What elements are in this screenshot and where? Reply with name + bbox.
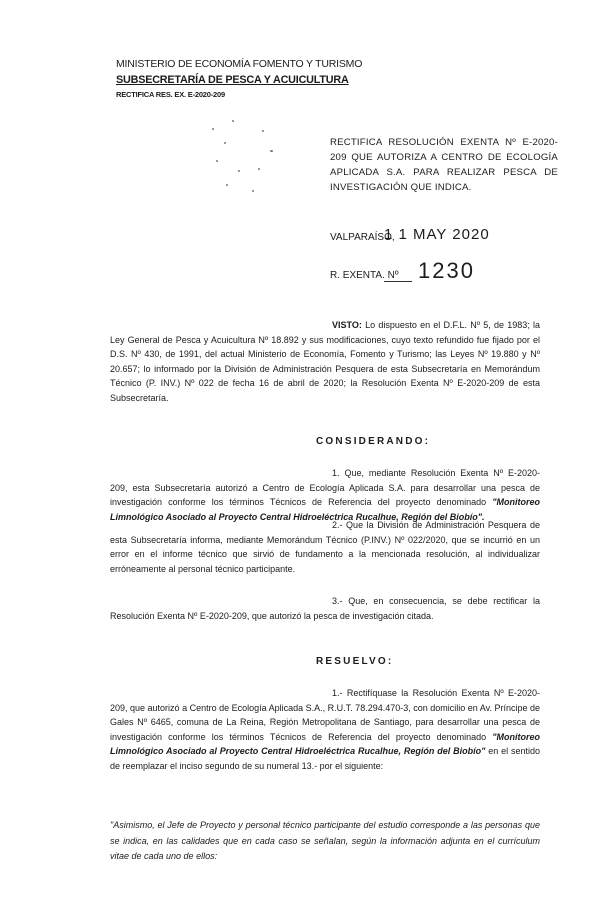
considerando-1-project: "Monitoreo Limnológico Asociado al Proyecto Central Hidroeléctrica Rucalhue, Región del Biobío". xyxy=(110,497,540,522)
place-label: VALPARAÍSO, xyxy=(330,232,395,243)
visto-text: Lo dispuesto en el D.F.L. Nº 5, de 1983; la Ley General de Pesca y Acuicultura Nº 18.892 y sus modificaciones, cuyo texto refundido fue fijado por el D.S. Nº 430, de 1991, del actual Ministerio de Economía, Fomento y Turismo; las Leyes Nº 19.880 y Nº 20.657; lo informado por la División de Administración Pesquera de esta Subsecretaría en Memorándum Técnico (P. INV.) Nº 022 de fecha 16 de abril de 2020; la Resolución Exenta Nº E-2020-209 de esta Subsecretaría. xyxy=(110,320,540,403)
considerando-2: 2.- Que la División de Administración Pesquera de esta Subsecretaría informa, mediante Memorándum Técnico (P.INV.) Nº 022/2020, que se incurrió en un error en el informe técnico que sirvió de fundamento a la mencionada resolución, al individualizar erróneamente al personal técnico participante. xyxy=(110,520,540,574)
considerando-1-text: 1. Que, mediante Resolución Exenta Nº E-2020-209, esta Subsecretaría autorizó a Centro de Ecología Aplicada S.A. para desarrollar una pesca de investigación conforme los términos Técnicos de Referencia del proyecto denominado xyxy=(110,468,540,508)
resuelvo-1-text: 1.- Rectifíquase la Resolución Exenta Nº E-2020-209, que autorizó a Centro de Ecología Aplicada S.A., R.U.T. 78.294.470-3, con domicilio en Av. Príncipe de Gales Nº 6465, comuna de La Reina, Región Metropolitana de Santiago, para desarrollar una pesca de investigación conforme los términos Técnicos de Referencia del proyecto denominado xyxy=(110,688,540,742)
considerando-3: 3.- Que, en consecuencia, se debe rectificar la Resolución Exenta Nº E-2020-209, que autorizó la pesca de investigación citada. xyxy=(110,596,540,621)
resuelvo-1 xyxy=(110,686,540,774)
resuelvo-quote: "Asimismo, el Jefe de Proyecto y personal técnico participante del estudio corresponde a las personas que se indica, en las calidades que en cada caso se señalan, según la información adjunta en el currículum vitae de cada uno de ellos: xyxy=(110,820,540,861)
resuelvo-heading: RESUELVO: xyxy=(316,656,394,667)
date-stamp: 1 1 MAY 2020 xyxy=(384,226,490,243)
resolution-number: 1230 xyxy=(418,258,475,283)
resolution-line xyxy=(384,281,412,282)
header-ministry: MINISTERIO DE ECONOMÍA FOMENTO Y TURISMO xyxy=(116,58,363,70)
considerando-heading: CONSIDERANDO: xyxy=(316,436,431,447)
document-title: RECTIFICA RESOLUCIÓN EXENTA Nº E-2020-209 QUE AUTORIZA A CENTRO DE ECOLOGÍA APLICADA S.A. PARA REALIZAR PESCA DE INVESTIGACIÓN QUE INDICA. xyxy=(330,137,558,193)
resolution-label: R. EXENTA. Nº xyxy=(330,270,399,281)
header-reference: RECTIFICA RES. EX. E-2020-209 xyxy=(116,90,225,99)
considerando-1 xyxy=(110,466,540,524)
header-subsecretaria: SUBSECRETARÍA DE PESCA Y ACUICULTURA xyxy=(116,74,349,86)
visto-label: VISTO: xyxy=(332,320,362,330)
resuelvo-1-project: "Monitoreo Limnológico Asociado al Proyecto Central Hidroeléctrica Rucalhue, Región del Biobío" xyxy=(110,731,540,757)
visto-paragraph xyxy=(110,318,540,406)
resuelvo-1-tail: en el sentido de reemplazar el inciso segundo de su numeral 13.- por el siguiente: xyxy=(110,746,540,771)
